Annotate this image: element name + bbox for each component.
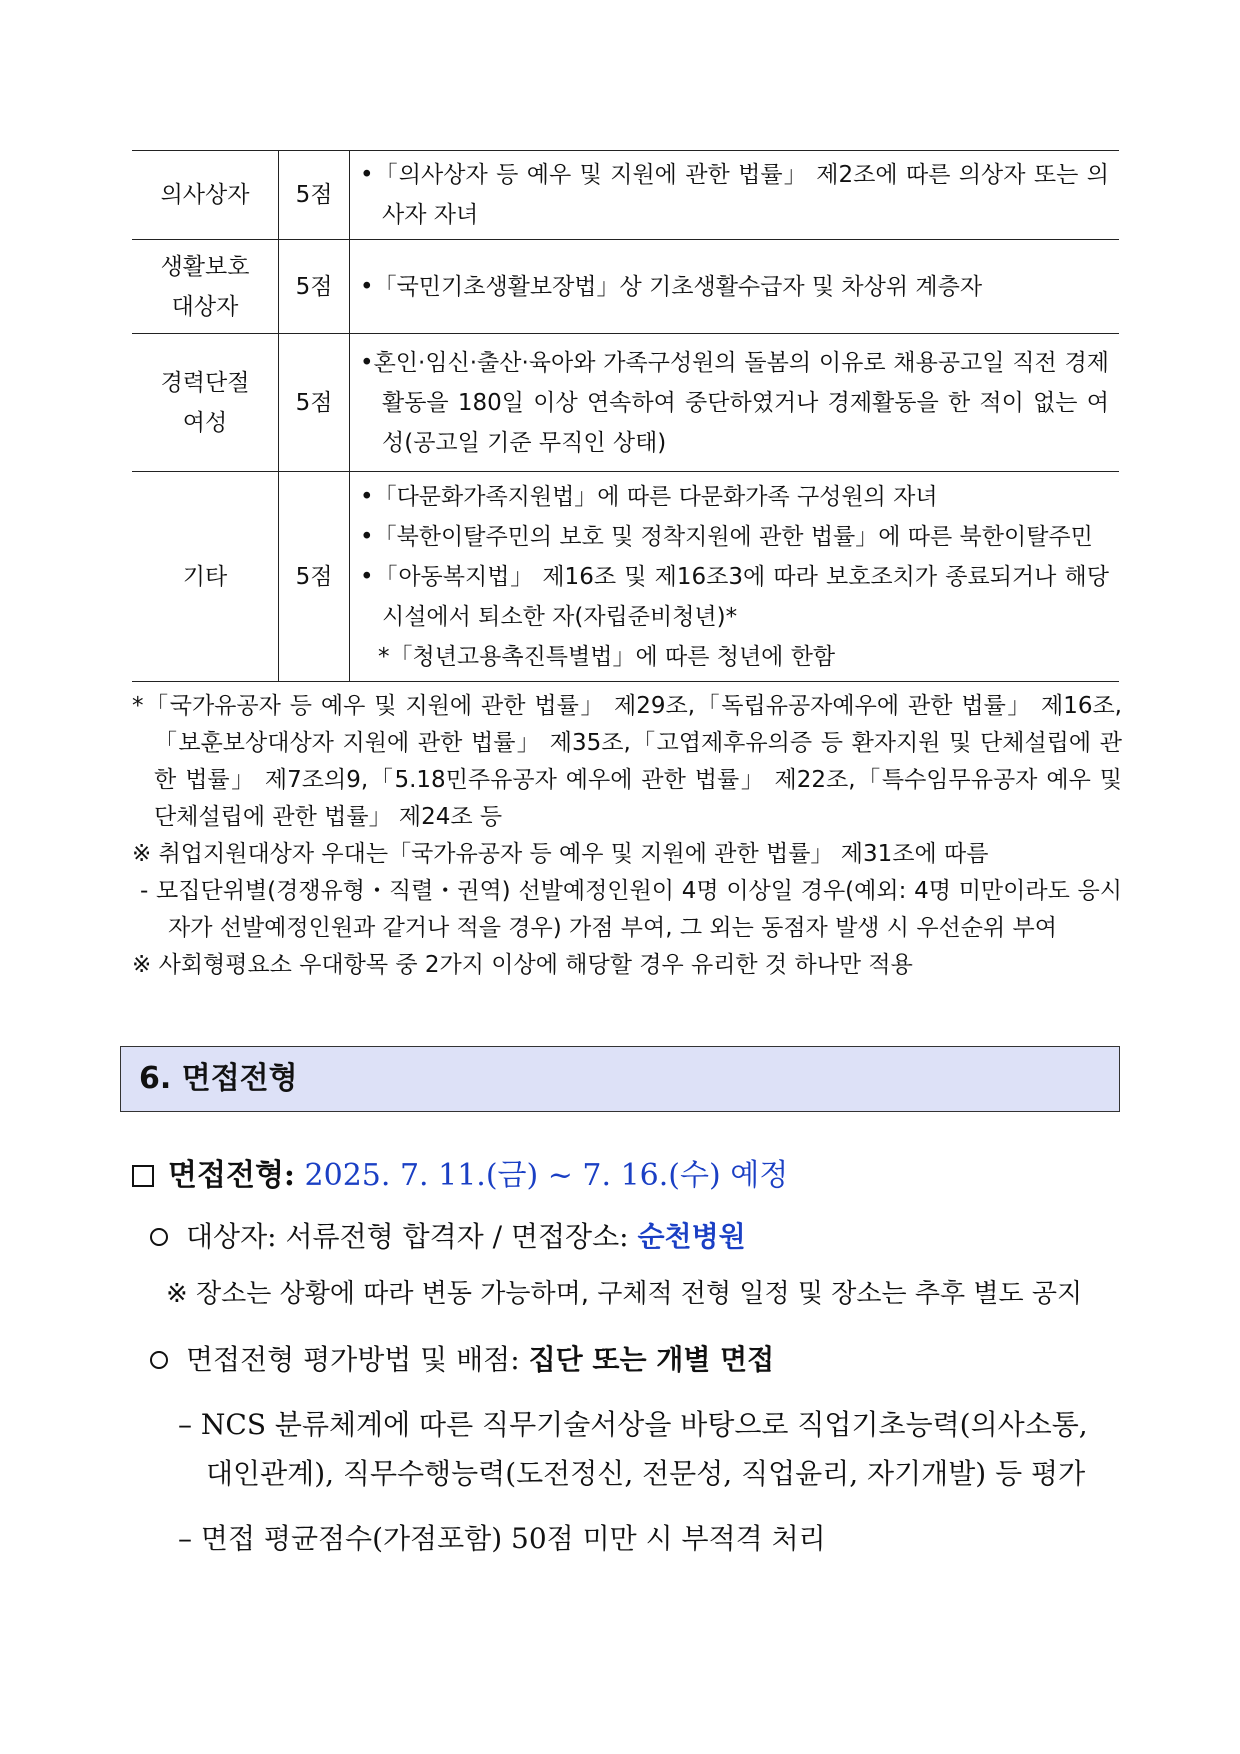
interview-date: 2025. 7. 11.(금) ~ 7. 16.(수) 예정 <box>304 1158 789 1193</box>
bullet-item: •혼인·임신·출산·육아와 가족구성원의 돌봄의 이유로 채용공고일 직전 경제활동을 180일 이상 연속하여 중단하였거나 경제활동을 한 적이 없는 여성(공고일 기준 무직인 상태) <box>360 349 1109 456</box>
points-cell: 5점 <box>279 334 350 472</box>
points-cell: 5점 <box>279 240 350 334</box>
table-footnote: *「청년고용촉진특별법」에 따른 청년에 한함 <box>378 643 836 670</box>
dash-note: - 모집단위별(경쟁유형・직렬・권역) 선발예정인원이 4명 이상일 경우(예외: 4명 미만이라도 응시자가 선발예정인원과 같거나 적을 경우) 가점 부여, 그 외는 동점자 발생 시 우선순위 부여 <box>140 878 1122 941</box>
score-line: – 면접 평균점수(가점포함) 50점 미만 시 부적격 처리 <box>178 1522 826 1555</box>
points-cell: 5점 <box>279 151 350 240</box>
bullet-item: •「의사상자 등 예우 및 지원에 관한 법률」 제2조에 따른 의상자 또는 의사자 자녀 <box>360 162 1109 228</box>
interview-heading: 면접전형: 2025. 7. 11.(금) ~ 7. 16.(수) 예정 <box>132 1150 1122 1194</box>
category-cell: 경력단절 여성 <box>132 334 279 472</box>
description-cell <box>350 334 1120 472</box>
interview-method-value: 집단 또는 개별 면접 <box>528 1343 775 1376</box>
reference-note: ※ 취업지원대상자 우대는「국가유공자 등 예우 및 지원에 관한 법률」 제31조에 따름 <box>132 841 989 867</box>
table-row <box>132 151 1119 240</box>
table-row <box>132 472 1119 682</box>
category-cell: 기타 <box>132 472 279 682</box>
reference-note: ※ 사회형평요소 우대항목 중 2가지 이상에 해당할 경우 유리한 것 하나만 적용 <box>132 952 913 978</box>
notes-block <box>132 688 1122 984</box>
category-cell: 생활보호 대상자 <box>132 240 279 334</box>
checkbox-square-icon <box>132 1165 154 1187</box>
bullet-item: •「다문화가족지원법」에 따른 다문화가족 구성원의 자녀 <box>360 483 938 510</box>
interview-method: 면접전형 평가방법 및 배점: 집단 또는 개별 면접 <box>150 1338 1140 1378</box>
star-note: *「국가유공자 등 예우 및 지원에 관한 법률」 제29조,「독립유공자예우에 관한 법률」 제16조,「보훈보상대상자 지원에 관한 법률」 제35조,「고엽제후유의증 등 환자지원 및 단체설립에 관한 법률」 제7조의9,「5.18민주유공자 예우에 관한 법률」 제22조,「특수임무유공자 예우 및 단체설립에 관한 법률」 제24조 등 <box>132 693 1122 830</box>
section-header: 6. 면접전형 <box>120 1046 1120 1112</box>
description-cell <box>350 151 1120 240</box>
bullet-item: •「북한이탈주민의 보호 및 정착지원에 관한 법률」에 따른 북한이탈주민 <box>360 523 1093 550</box>
circle-bullet-icon <box>150 1228 168 1246</box>
bullet-item: •「아동복지법」 제16조 및 제16조3에 따라 보호조치가 종료되거나 해당 시설에서 퇴소한 자(자립준비청년)* <box>360 563 1109 630</box>
table-row <box>132 240 1119 334</box>
description-cell <box>350 240 1120 334</box>
category-cell: 의사상자 <box>132 151 279 240</box>
interview-place: 순천병원 <box>637 1220 746 1253</box>
preference-table <box>132 150 1119 682</box>
ncs-line: 대인관계), 직무수행능력(도전정신, 전문성, 직업윤리, 자기개발) 등 평가 <box>206 1457 1086 1490</box>
place-note: ※ 장소는 상황에 따라 변동 가능하며, 구체적 전형 일정 및 장소는 추후 별도 공지 <box>166 1279 1083 1309</box>
table-row <box>132 334 1119 472</box>
description-cell <box>350 472 1120 682</box>
ncs-line: – NCS 분류체계에 따른 직무기술서상을 바탕으로 직업기초능력(의사소통, <box>178 1408 1088 1441</box>
interview-target: 대상자: 서류전형 합격자 / 면접장소: 순천병원 <box>150 1215 1140 1255</box>
circle-bullet-icon <box>150 1351 168 1369</box>
bullet-item: •「국민기초생활보장법」상 기초생활수급자 및 차상위 계층자 <box>360 273 983 300</box>
points-cell: 5점 <box>279 472 350 682</box>
